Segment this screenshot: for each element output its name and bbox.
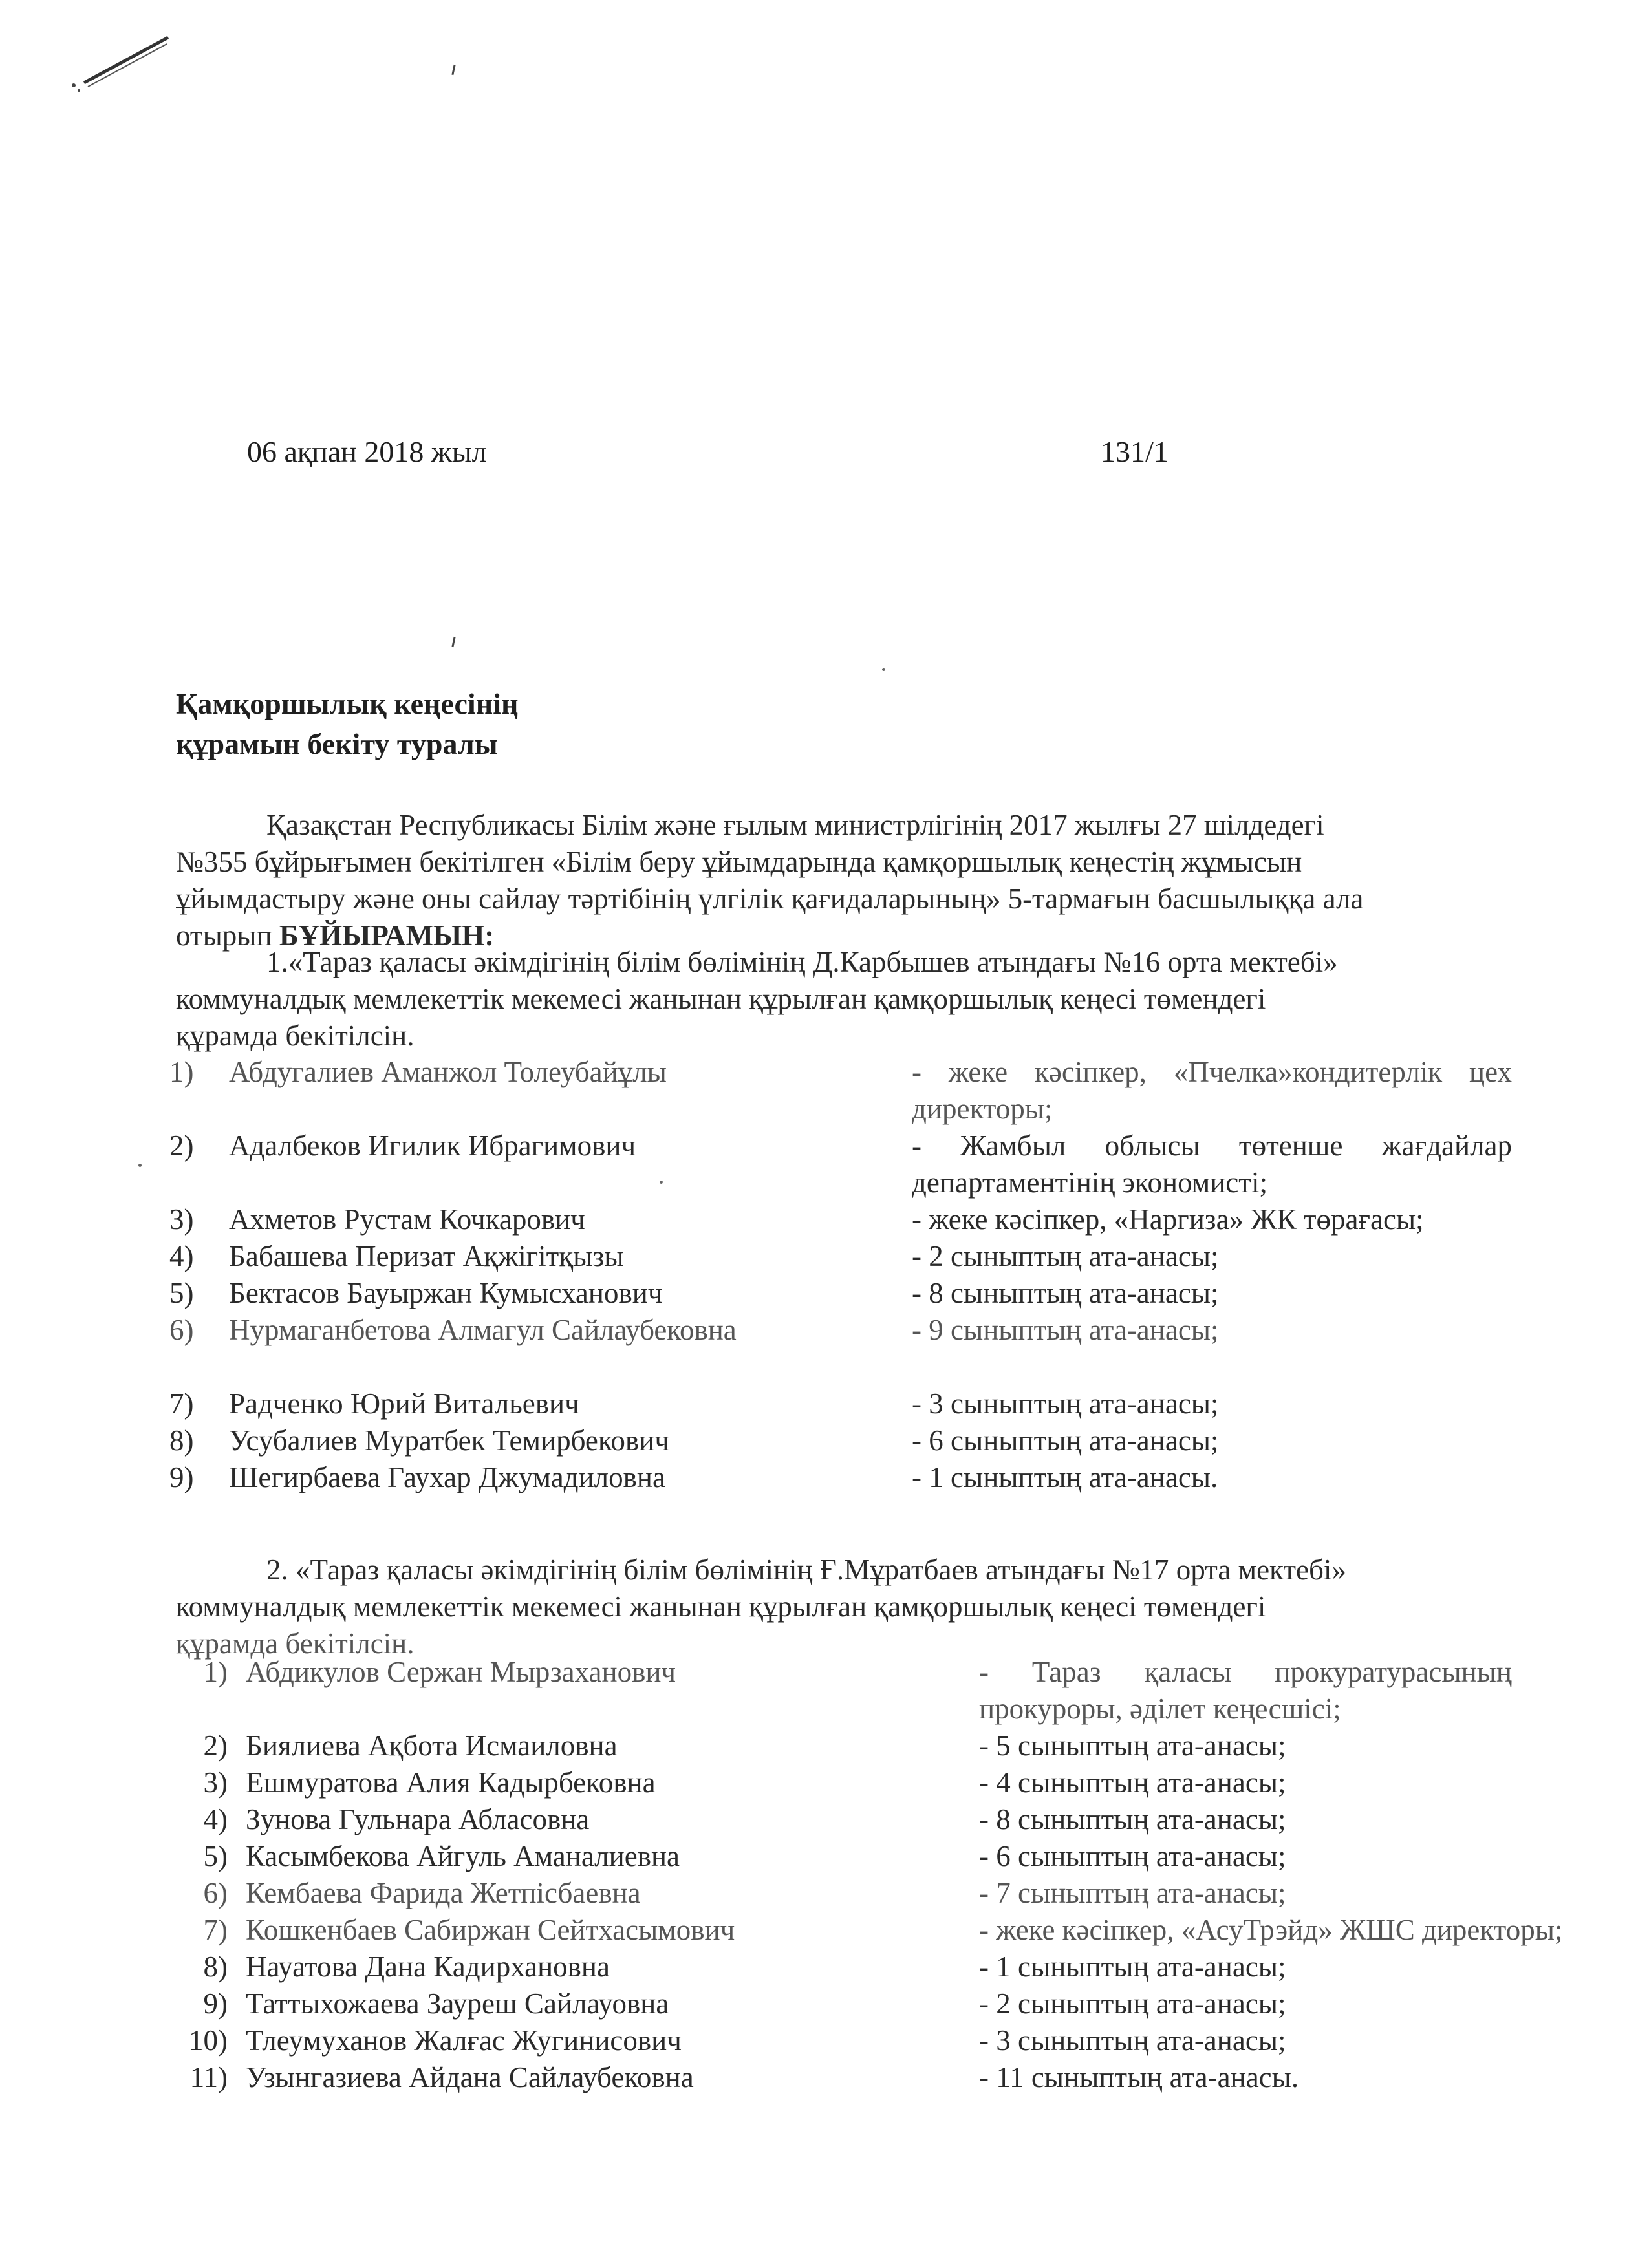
member-number: 1) xyxy=(169,1056,194,1088)
member-row xyxy=(169,1949,1512,1985)
member-name: Бектасов Бауыржан Кумысханович xyxy=(229,1277,663,1309)
member-role: - жеке кәсіпкер, «Наргиза» ЖК төрағасы; xyxy=(912,1203,1424,1236)
member-number: 3) xyxy=(169,1203,194,1236)
member-row xyxy=(169,1422,1512,1459)
member-row xyxy=(169,1201,1512,1238)
member-name: Ахметов Рустам Кочкарович xyxy=(229,1203,585,1236)
member-number: 8) xyxy=(203,1951,228,1983)
member-name: Биялиева Ақбота Исмаиловна xyxy=(246,1729,618,1762)
member-number: 2) xyxy=(203,1729,228,1762)
preamble-text: отырып xyxy=(176,919,279,952)
member-name: Касымбекова Айгуль Аманалиевна xyxy=(246,1840,680,1872)
member-role: - жеке кәсіпкер, «Пчелка»кондитерлік цех директоры; xyxy=(912,1056,1512,1125)
section1-intro xyxy=(176,944,1512,1054)
order-date: 06 ақпан 2018 жыл xyxy=(247,435,487,468)
member-row xyxy=(169,1838,1512,1875)
member-role: - 9 сыныптың ата-анасы; xyxy=(912,1314,1219,1346)
document-title xyxy=(176,684,519,764)
member-name: Кошкенбаев Сабиржан Сейтхасымович xyxy=(246,1914,735,1946)
member-row xyxy=(169,1275,1512,1312)
member-row xyxy=(169,1728,1512,1764)
member-role: - 6 сыныптың ата-анасы; xyxy=(912,1424,1219,1457)
section2-intro-line: 2. «Тараз қаласы әкімдігінің білім бөлімінің Ғ.Мұратбаев атындағы №17 орта мектебі» xyxy=(266,1554,1346,1586)
preamble-line: №355 бұйрығымен бекітілген «Білім беру ұйымдарында қамқоршылық кеңестің жұмысын xyxy=(176,846,1302,878)
preamble-line: Қазақстан Республикасы Білім және ғылым министрлігінің 2017 жылғы 27 шілдедегі xyxy=(266,809,1324,841)
member-role: - 2 сыныптың ата-анасы; xyxy=(912,1240,1219,1272)
member-role: - 4 сыныптың ата-анасы; xyxy=(979,1766,1286,1799)
member-number: 9) xyxy=(169,1461,194,1493)
order-keyword: БҰЙЫРАМЫН: xyxy=(279,919,495,952)
member-name: Нурмаганбетова Алмагул Сайлаубековна xyxy=(229,1314,737,1346)
member-name: Таттыхожаева Зауреш Сайлауовна xyxy=(246,1987,669,2020)
member-row xyxy=(169,1312,1512,1385)
member-number: 7) xyxy=(169,1387,194,1420)
member-number: 2) xyxy=(169,1129,194,1162)
section1-intro-line: коммуналдық мемлекеттік мекемесі жанынан құрылған қамқоршылық кеңесі төмендегі xyxy=(176,983,1266,1015)
member-name: Узынгазиева Айдана Сайлаубековна xyxy=(246,2061,694,2093)
order-number: 131/1 xyxy=(1101,435,1169,468)
member-row xyxy=(169,1985,1512,2022)
member-role: - 8 сыныптың ата-анасы; xyxy=(912,1277,1219,1309)
member-role: - 1 сыныптың ата-анасы. xyxy=(912,1461,1218,1493)
member-number: 3) xyxy=(203,1766,228,1799)
title-line: Қамқоршылық кеңесінің xyxy=(176,687,519,720)
member-number: 5) xyxy=(169,1277,194,1309)
member-name: Адалбеков Игилик Ибрагимович xyxy=(229,1129,636,1162)
member-role: - Тараз қаласы прокуратурасының прокуроры, әділет кеңесшісі; xyxy=(979,1656,1512,1725)
member-role: - 3 сыныптың ата-анасы; xyxy=(979,2024,1286,2057)
member-row xyxy=(169,1054,1512,1128)
member-row xyxy=(169,2059,1512,2096)
scan-speck xyxy=(138,1164,142,1167)
scan-speck xyxy=(882,668,885,671)
member-row xyxy=(169,1238,1512,1275)
member-role: - 1 сыныптың ата-анасы; xyxy=(979,1951,1286,1983)
member-name: Радченко Юрий Витальевич xyxy=(229,1387,579,1420)
section2-intro xyxy=(176,1552,1512,1662)
member-role: - 5 сыныптың ата-анасы; xyxy=(979,1729,1286,1762)
member-row xyxy=(169,1912,1563,1949)
section1-member-list xyxy=(169,1054,1512,1496)
section2-intro-line: құрамда бекітілсін. xyxy=(176,1627,415,1660)
member-row xyxy=(169,1654,1512,1728)
member-name: Усубалиев Муратбек Темирбекович xyxy=(229,1424,669,1457)
member-name: Тлеумуханов Жалғас Жугинисович xyxy=(246,2024,682,2057)
member-number: 9) xyxy=(203,1987,228,2020)
section2-member-list xyxy=(169,1654,1563,2096)
member-role: - 7 сыныптың ата-анасы; xyxy=(979,1877,1286,1909)
member-name: Шегирбаева Гаухар Джумадиловна xyxy=(229,1461,665,1493)
member-row xyxy=(169,1801,1512,1838)
member-number: 11) xyxy=(189,2061,228,2093)
section2-intro-line: коммуналдық мемлекеттік мекемесі жанынан құрылған қамқоршылық кеңесі төмендегі xyxy=(176,1590,1266,1623)
member-name: Науатова Дана Кадирхановна xyxy=(246,1951,610,1983)
member-name: Ешмуратова Алия Кадырбековна xyxy=(246,1766,656,1799)
member-role: - 6 сыныптың ата-анасы; xyxy=(979,1840,1286,1872)
member-row xyxy=(169,1128,1512,1201)
member-role: - 11 сыныптың ата-анасы. xyxy=(979,2061,1299,2093)
member-number: 4) xyxy=(169,1240,194,1272)
member-role: - Жамбыл облысы төтенше жағдайлар департаментінің экономисті; xyxy=(912,1129,1512,1199)
member-name: Абдугалиев Аманжол Толеубайұлы xyxy=(229,1056,667,1088)
member-role: - 8 сыныптың ата-анасы; xyxy=(979,1803,1286,1835)
member-number: 5) xyxy=(203,1840,228,1872)
scan-speck xyxy=(451,637,455,647)
member-row xyxy=(169,1875,1512,1912)
member-number: 7) xyxy=(203,1914,228,1946)
member-number: 6) xyxy=(169,1314,194,1346)
member-row xyxy=(169,1764,1512,1801)
member-role: - 2 сыныптың ата-анасы; xyxy=(979,1987,1286,2020)
member-name: Зунова Гульнара Абласовна xyxy=(246,1803,590,1835)
member-number: 6) xyxy=(203,1877,228,1909)
member-row xyxy=(169,1385,1512,1422)
member-number: 8) xyxy=(169,1424,194,1457)
member-number: 4) xyxy=(203,1803,228,1835)
member-row xyxy=(169,2022,1512,2059)
preamble-paragraph xyxy=(176,807,1512,954)
member-name: Кембаева Фарида Жетпісбаевна xyxy=(246,1877,641,1909)
member-row xyxy=(169,1459,1512,1496)
member-role: - 3 сыныптың ата-анасы; xyxy=(912,1387,1219,1420)
section1-intro-line: 1.«Тараз қаласы әкімдігінің білім бөлімінің Д.Карбышев атындағы №16 орта мектебі» xyxy=(266,946,1338,978)
section1-intro-line: құрамда бекітілсін. xyxy=(176,1020,415,1052)
scan-speck xyxy=(451,65,455,75)
member-name: Бабашева Перизат Ақжігітқызы xyxy=(229,1240,624,1272)
member-name: Абдикулов Сержан Мырзаханович xyxy=(246,1656,676,1688)
preamble-line: ұйымдастыру және оны сайлау тәртібінің үлгілік қағидаларының» 5-тармағын басшылыққа ала xyxy=(176,883,1364,915)
member-number: 1) xyxy=(203,1656,228,1688)
member-role: - жеке кәсіпкер, «АсуТрэйд» ЖШС директоры; xyxy=(979,1914,1563,1946)
pen-mark-icon xyxy=(65,31,175,96)
member-number: 10) xyxy=(189,2024,228,2057)
title-line: құрамын бекіту туралы xyxy=(176,727,498,760)
